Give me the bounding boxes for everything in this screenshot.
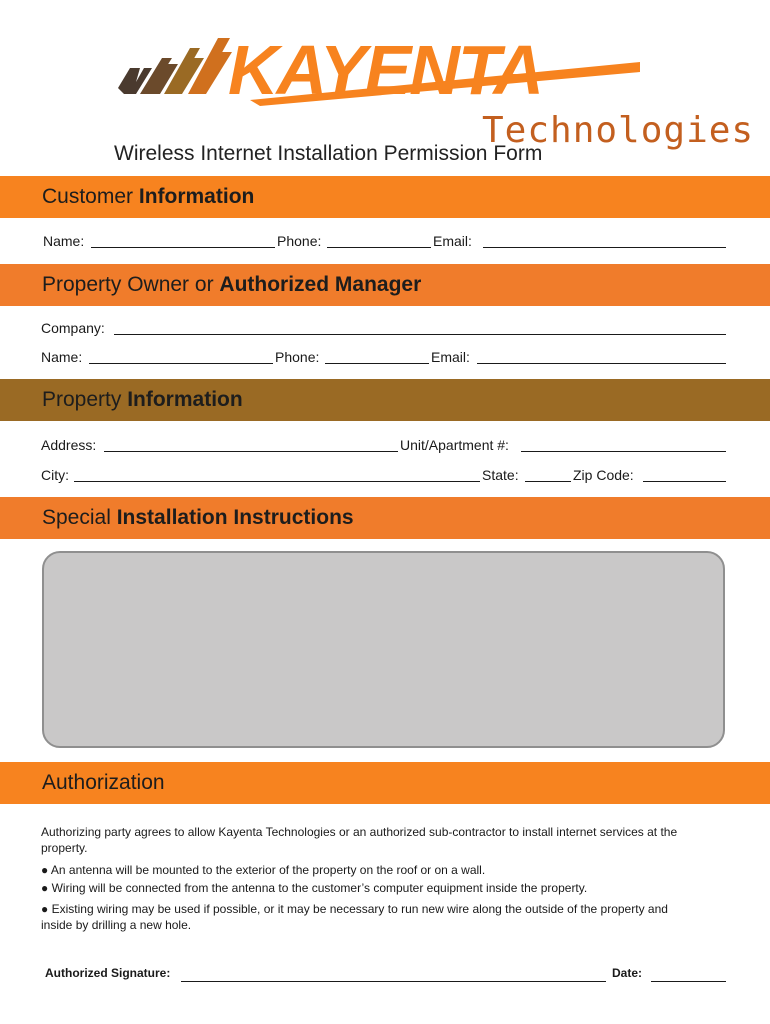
owner-heading: Property Owner or Authorized Manager <box>42 273 422 296</box>
brand-wordmark: KAYENTA <box>228 31 542 109</box>
form-title: Wireless Internet Installation Permission Form <box>114 142 543 165</box>
property-state-field[interactable] <box>525 481 571 482</box>
authorization-bullet-2: ● Wiring will be connected from the antenna to the customer’s computer equipment inside the property. <box>41 881 588 895</box>
brand-subtitle: Technologies <box>482 110 755 151</box>
property-heading: Property Information <box>42 388 243 411</box>
date-field[interactable] <box>651 981 726 982</box>
special-banner <box>0 497 770 539</box>
authorization-heading: Authorization <box>42 771 165 794</box>
property-zip-label: Zip Code: <box>573 467 634 483</box>
authorization-bullet-1: ● An antenna will be mounted to the exterior of the property on the roof or on a wall. <box>41 863 486 877</box>
property-banner <box>0 379 770 421</box>
owner-phone-field[interactable] <box>325 363 429 364</box>
customer-info-heading: Customer Information <box>42 185 255 208</box>
property-city-field[interactable] <box>74 481 480 482</box>
special-instructions-textarea[interactable] <box>42 551 725 748</box>
authorization-intro: Authorizing party agrees to allow Kayenta Technologies or an authorized sub-contractor to install internet services at the property. <box>41 825 678 855</box>
owner-banner <box>0 264 770 306</box>
date-label: Date: <box>612 966 643 980</box>
signature-label: Authorized Signature: <box>45 966 171 980</box>
customer-email-label: Email: <box>433 233 472 249</box>
special-heading: Special Installation Instructions <box>42 506 354 529</box>
customer-name-label: Name: <box>43 233 85 249</box>
property-unit-label: Unit/Apartment #: <box>400 437 509 453</box>
owner-email-field[interactable] <box>477 363 726 364</box>
property-unit-field[interactable] <box>521 451 726 452</box>
owner-name-field[interactable] <box>89 363 273 364</box>
customer-phone-field[interactable] <box>327 247 431 248</box>
property-city-label: City: <box>41 467 69 483</box>
customer-info-banner <box>0 176 770 218</box>
owner-name-label: Name: <box>41 349 83 365</box>
owner-company-label: Company: <box>41 320 105 336</box>
authorization-banner <box>0 762 770 804</box>
authorization-bullet-3: ● Existing wiring may be used if possible, or it may be necessary to run new wire along the outside of the property and inside by drilling a new hole. <box>41 902 668 932</box>
customer-email-field[interactable] <box>483 247 726 248</box>
property-zip-field[interactable] <box>643 481 726 482</box>
property-state-label: State: <box>482 467 519 483</box>
owner-company-field[interactable] <box>114 334 726 335</box>
property-address-label: Address: <box>41 437 97 453</box>
owner-phone-label: Phone: <box>275 349 320 365</box>
kayenta-logo <box>110 22 755 151</box>
customer-name-field[interactable] <box>91 247 275 248</box>
owner-email-label: Email: <box>431 349 470 365</box>
signature-field[interactable] <box>181 981 606 982</box>
customer-phone-label: Phone: <box>277 233 322 249</box>
property-address-field[interactable] <box>104 451 398 452</box>
